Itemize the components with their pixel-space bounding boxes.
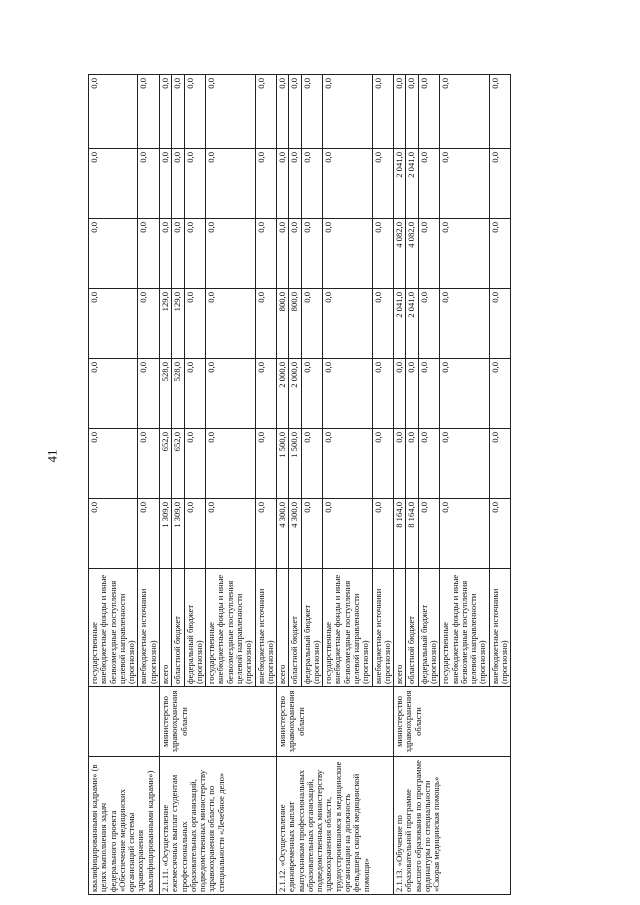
value-cell: 0,0	[184, 499, 206, 569]
value-cell: 0,0	[372, 75, 394, 149]
table-body	[89, 75, 511, 895]
source-cell: государственные внебюджетные фонды и иные безвозмездные поступления целевой направленности (прогнозно)	[89, 569, 138, 687]
value-cell: 0,0	[301, 219, 323, 289]
value-cell: 0,0	[89, 149, 138, 219]
value-cell: 0,0	[418, 219, 440, 289]
value-cell: 0,0	[138, 499, 160, 569]
source-cell: федеральный бюджет (прогнозно)	[418, 569, 440, 687]
source-cell: областной бюджет	[406, 569, 418, 687]
table-row	[394, 75, 406, 895]
value-cell: 0,0	[301, 359, 323, 429]
value-cell: 0,0	[277, 149, 289, 219]
value-cell: 0,0	[406, 359, 418, 429]
value-cell: 528,0	[159, 359, 171, 429]
value-cell: 0,0	[138, 359, 160, 429]
value-cell: 0,0	[301, 149, 323, 219]
value-cell: 0,0	[159, 149, 171, 219]
value-cell: 0,0	[206, 429, 255, 499]
value-cell: 0,0	[394, 429, 406, 499]
event-cell: 2.1.11. «Осуществление ежемесячных выплат студентам профессиональных образовательных организаций, подведомственных министерству здравоохранения области, по специальности «Лечебное дело»	[159, 757, 276, 895]
value-cell: 0,0	[489, 359, 511, 429]
value-cell: 0,0	[138, 429, 160, 499]
value-cell: 0,0	[138, 219, 160, 289]
executor-cell: министерство здравоохранения области	[159, 687, 276, 757]
value-cell: 0,0	[184, 219, 206, 289]
page-number: 41	[44, 449, 60, 463]
rotated-table-wrapper	[88, 75, 618, 895]
value-cell: 8 164,0	[394, 499, 406, 569]
value-cell: 4 082,0	[394, 219, 406, 289]
value-cell: 0,0	[372, 219, 394, 289]
value-cell: 4 300,0	[289, 499, 301, 569]
value-cell: 0,0	[323, 289, 372, 359]
value-cell: 129,0	[172, 289, 184, 359]
source-cell: внебюджетные источники (прогнозно)	[255, 569, 277, 687]
value-cell: 0,0	[255, 149, 277, 219]
value-cell: 0,0	[372, 289, 394, 359]
value-cell: 0,0	[289, 149, 301, 219]
source-cell: всего	[277, 569, 289, 687]
value-cell: 1 500,0	[277, 429, 289, 499]
event-cell: квалифицированными кадрами» (в целях выполнения задач федерального проекта «Обеспечение медицинских организаций системы здравоохранения квалифицированными кадрами»)	[89, 757, 160, 895]
value-cell: 2 041,0	[394, 289, 406, 359]
value-cell: 0,0	[255, 359, 277, 429]
executor-cell: министерство здравоохранения области	[277, 687, 394, 757]
source-cell: федеральный бюджет (прогнозно)	[184, 569, 206, 687]
value-cell: 0,0	[89, 219, 138, 289]
table-row	[159, 75, 171, 895]
value-cell: 0,0	[323, 359, 372, 429]
value-cell: 0,0	[440, 289, 489, 359]
source-cell: государственные внебюджетные фонды и иные безвозмездные поступления целевой направленности (прогнозно)	[323, 569, 372, 687]
source-cell: внебюджетные источники (прогнозно)	[138, 569, 160, 687]
value-cell: 0,0	[159, 75, 171, 149]
value-cell: 0,0	[394, 75, 406, 149]
value-cell: 2 041,0	[406, 289, 418, 359]
value-cell: 0,0	[406, 75, 418, 149]
value-cell: 0,0	[206, 75, 255, 149]
value-cell: 0,0	[255, 429, 277, 499]
value-cell: 0,0	[89, 499, 138, 569]
value-cell: 0,0	[184, 429, 206, 499]
value-cell: 0,0	[372, 429, 394, 499]
value-cell: 0,0	[418, 75, 440, 149]
value-cell: 0,0	[440, 219, 489, 289]
source-cell: государственные внебюджетные фонды и иные безвозмездные поступления целевой направленности (прогнозно)	[440, 569, 489, 687]
value-cell: 0,0	[323, 499, 372, 569]
value-cell: 652,0	[172, 429, 184, 499]
value-cell: 0,0	[440, 499, 489, 569]
value-cell: 0,0	[206, 219, 255, 289]
table-row	[277, 75, 289, 895]
value-cell: 800,0	[277, 289, 289, 359]
value-cell: 0,0	[418, 499, 440, 569]
value-cell: 4 082,0	[406, 219, 418, 289]
value-cell: 0,0	[323, 75, 372, 149]
value-cell: 0,0	[301, 75, 323, 149]
value-cell: 0,0	[206, 499, 255, 569]
value-cell: 0,0	[418, 359, 440, 429]
value-cell: 0,0	[301, 429, 323, 499]
value-cell: 800,0	[289, 289, 301, 359]
value-cell: 0,0	[184, 75, 206, 149]
value-cell: 0,0	[301, 499, 323, 569]
value-cell: 0,0	[418, 429, 440, 499]
value-cell: 129,0	[159, 289, 171, 359]
value-cell: 8 164,0	[406, 499, 418, 569]
value-cell: 0,0	[184, 289, 206, 359]
value-cell: 0,0	[440, 75, 489, 149]
value-cell: 2 041,0	[394, 149, 406, 219]
source-cell: всего	[159, 569, 171, 687]
value-cell: 0,0	[372, 499, 394, 569]
value-cell: 0,0	[172, 219, 184, 289]
value-cell: 1 309,0	[172, 499, 184, 569]
value-cell: 1 309,0	[159, 499, 171, 569]
value-cell: 0,0	[172, 149, 184, 219]
source-cell: федеральный бюджет (прогнозно)	[301, 569, 323, 687]
value-cell: 4 300,0	[277, 499, 289, 569]
value-cell: 0,0	[372, 359, 394, 429]
value-cell: 0,0	[89, 289, 138, 359]
value-cell: 0,0	[206, 289, 255, 359]
value-cell: 0,0	[277, 219, 289, 289]
value-cell: 0,0	[255, 75, 277, 149]
event-cell: 2.1.12. «Осуществление единовременных выплат выпускникам профессиональных образовательных организаций, подведомственных министерству здравоохранения области, трудоустроившимся в медицинские организации на должность фельдшера скорой медицинской помощи»	[277, 757, 394, 895]
value-cell: 0,0	[406, 429, 418, 499]
value-cell: 0,0	[138, 75, 160, 149]
value-cell: 0,0	[255, 499, 277, 569]
value-cell: 0,0	[184, 149, 206, 219]
value-cell: 2 000,0	[277, 359, 289, 429]
value-cell: 0,0	[489, 289, 511, 359]
value-cell: 2 041,0	[406, 149, 418, 219]
value-cell: 652,0	[159, 429, 171, 499]
value-cell: 0,0	[206, 359, 255, 429]
source-cell: государственные внебюджетные фонды и иные безвозмездные поступления целевой направленности (прогнозно)	[206, 569, 255, 687]
executor-cell	[89, 687, 160, 757]
value-cell: 0,0	[159, 219, 171, 289]
source-cell: всего	[394, 569, 406, 687]
value-cell: 0,0	[323, 219, 372, 289]
value-cell: 0,0	[323, 429, 372, 499]
value-cell: 528,0	[172, 359, 184, 429]
value-cell: 0,0	[138, 289, 160, 359]
value-cell: 0,0	[289, 75, 301, 149]
value-cell: 0,0	[89, 359, 138, 429]
value-cell: 0,0	[323, 149, 372, 219]
value-cell: 0,0	[372, 149, 394, 219]
executor-cell: министерство здравоохранения области	[394, 687, 511, 757]
value-cell: 0,0	[89, 429, 138, 499]
source-cell: областной бюджет	[172, 569, 184, 687]
source-cell: областной бюджет	[289, 569, 301, 687]
value-cell: 0,0	[301, 289, 323, 359]
value-cell: 0,0	[440, 359, 489, 429]
value-cell: 0,0	[277, 75, 289, 149]
value-cell: 0,0	[394, 359, 406, 429]
value-cell: 0,0	[418, 149, 440, 219]
value-cell: 0,0	[184, 359, 206, 429]
value-cell: 0,0	[172, 75, 184, 149]
value-cell: 0,0	[418, 289, 440, 359]
funding-table	[88, 74, 511, 895]
value-cell: 0,0	[289, 219, 301, 289]
source-cell: внебюджетные источники (прогнозно)	[372, 569, 394, 687]
value-cell: 0,0	[206, 149, 255, 219]
value-cell: 0,0	[255, 289, 277, 359]
value-cell: 0,0	[138, 149, 160, 219]
table-row	[89, 75, 138, 895]
value-cell: 0,0	[489, 75, 511, 149]
value-cell: 0,0	[255, 219, 277, 289]
value-cell: 0,0	[489, 429, 511, 499]
value-cell: 0,0	[489, 499, 511, 569]
value-cell: 0,0	[440, 149, 489, 219]
event-cell: 2.1.13. «Обучение по образовательной программе высшего образования по программе ординатуры по специальности «Скорая медицинская помощь»	[394, 757, 511, 895]
value-cell: 0,0	[489, 219, 511, 289]
value-cell: 1 500,0	[289, 429, 301, 499]
source-cell: внебюджетные источники (прогнозно)	[489, 569, 511, 687]
value-cell: 0,0	[89, 75, 138, 149]
value-cell: 0,0	[489, 149, 511, 219]
value-cell: 0,0	[440, 429, 489, 499]
value-cell: 2 000,0	[289, 359, 301, 429]
